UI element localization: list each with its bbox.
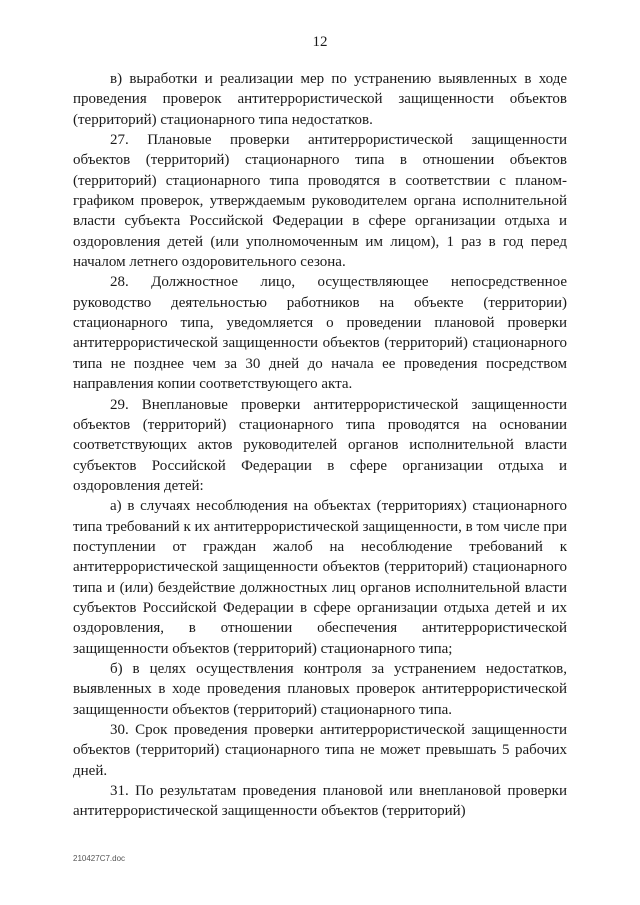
paragraph-29: 29. Внеплановые проверки антитеррористической защищенности объектов (территорий) стационарного типа проводятся на основании соответствующих актов руководителей органов исполнительной власти субъектов Российской Федерации в сфере организации отдыха и оздоровления детей: [73, 396, 567, 494]
file-name-footer: 210427C7.doc [73, 854, 126, 863]
paragraph-item-v: в) выработки и реализации мер по устранению выявленных в ходе проведения проверок антитеррористической защищенности объектов (территорий) стационарного типа недостатков. [73, 71, 567, 128]
paragraph-29-item-a: а) в случаях несоблюдения на объектах (территориях) стационарного типа требований к их антитеррористической защищенности, в том числе при поступлении от граждан жалоб на несоблюдение требований к антитеррористической защищенности объектов (территорий) стационарного типа и (или) бездействие должностных лиц органов исполнительной власти субъектов Российской Федерации в сфере организации отдыха детей и их оздоровления, в отношении обеспечения антитеррористической защищенности объектов (территорий) стационарного типа; [73, 498, 567, 657]
paragraph-29-item-b: б) в целях осуществления контроля за устранением недостатков, выявленных в ходе проведения плановых проверок антитеррористической защищенности объектов (территорий) стационарного типа. [73, 660, 567, 718]
paragraph-28: 28. Должностное лицо, осуществляющее непосредственное руководство деятельностью работников на объекте (территории) стационарного типа, уведомляется о проведении плановой проверки антитеррористической защищенности объектов (территорий) стационарного типа не позднее чем за 30 дней до начала ее проведения посредством направления копии соответствующего акта. [73, 274, 567, 393]
paragraph-31: 31. По результатам проведения плановой или внеплановой проверки антитеррористической защищенности объектов (территорий) [73, 783, 567, 820]
paragraph-27: 27. Плановые проверки антитеррористической защищенности объектов (территорий) стационарного типа в отношении объектов (территорий) стационарного типа проводятся в соответствии с планом-графиком проверок, утверждаемым руководителем органа исполнительной власти субъекта Российской Федерации в сфере организации отдыха и оздоровления детей (или уполномоченным им лицом), 1 раз в год перед началом летнего оздоровительного сезона. [73, 132, 567, 271]
paragraph-30: 30. Срок проведения проверки антитеррористической защищенности объектов (территорий) стационарного типа не может превышать 5 рабочих дней. [73, 722, 567, 779]
document-body [73, 69, 567, 822]
page-number: 12 [312, 34, 328, 50]
